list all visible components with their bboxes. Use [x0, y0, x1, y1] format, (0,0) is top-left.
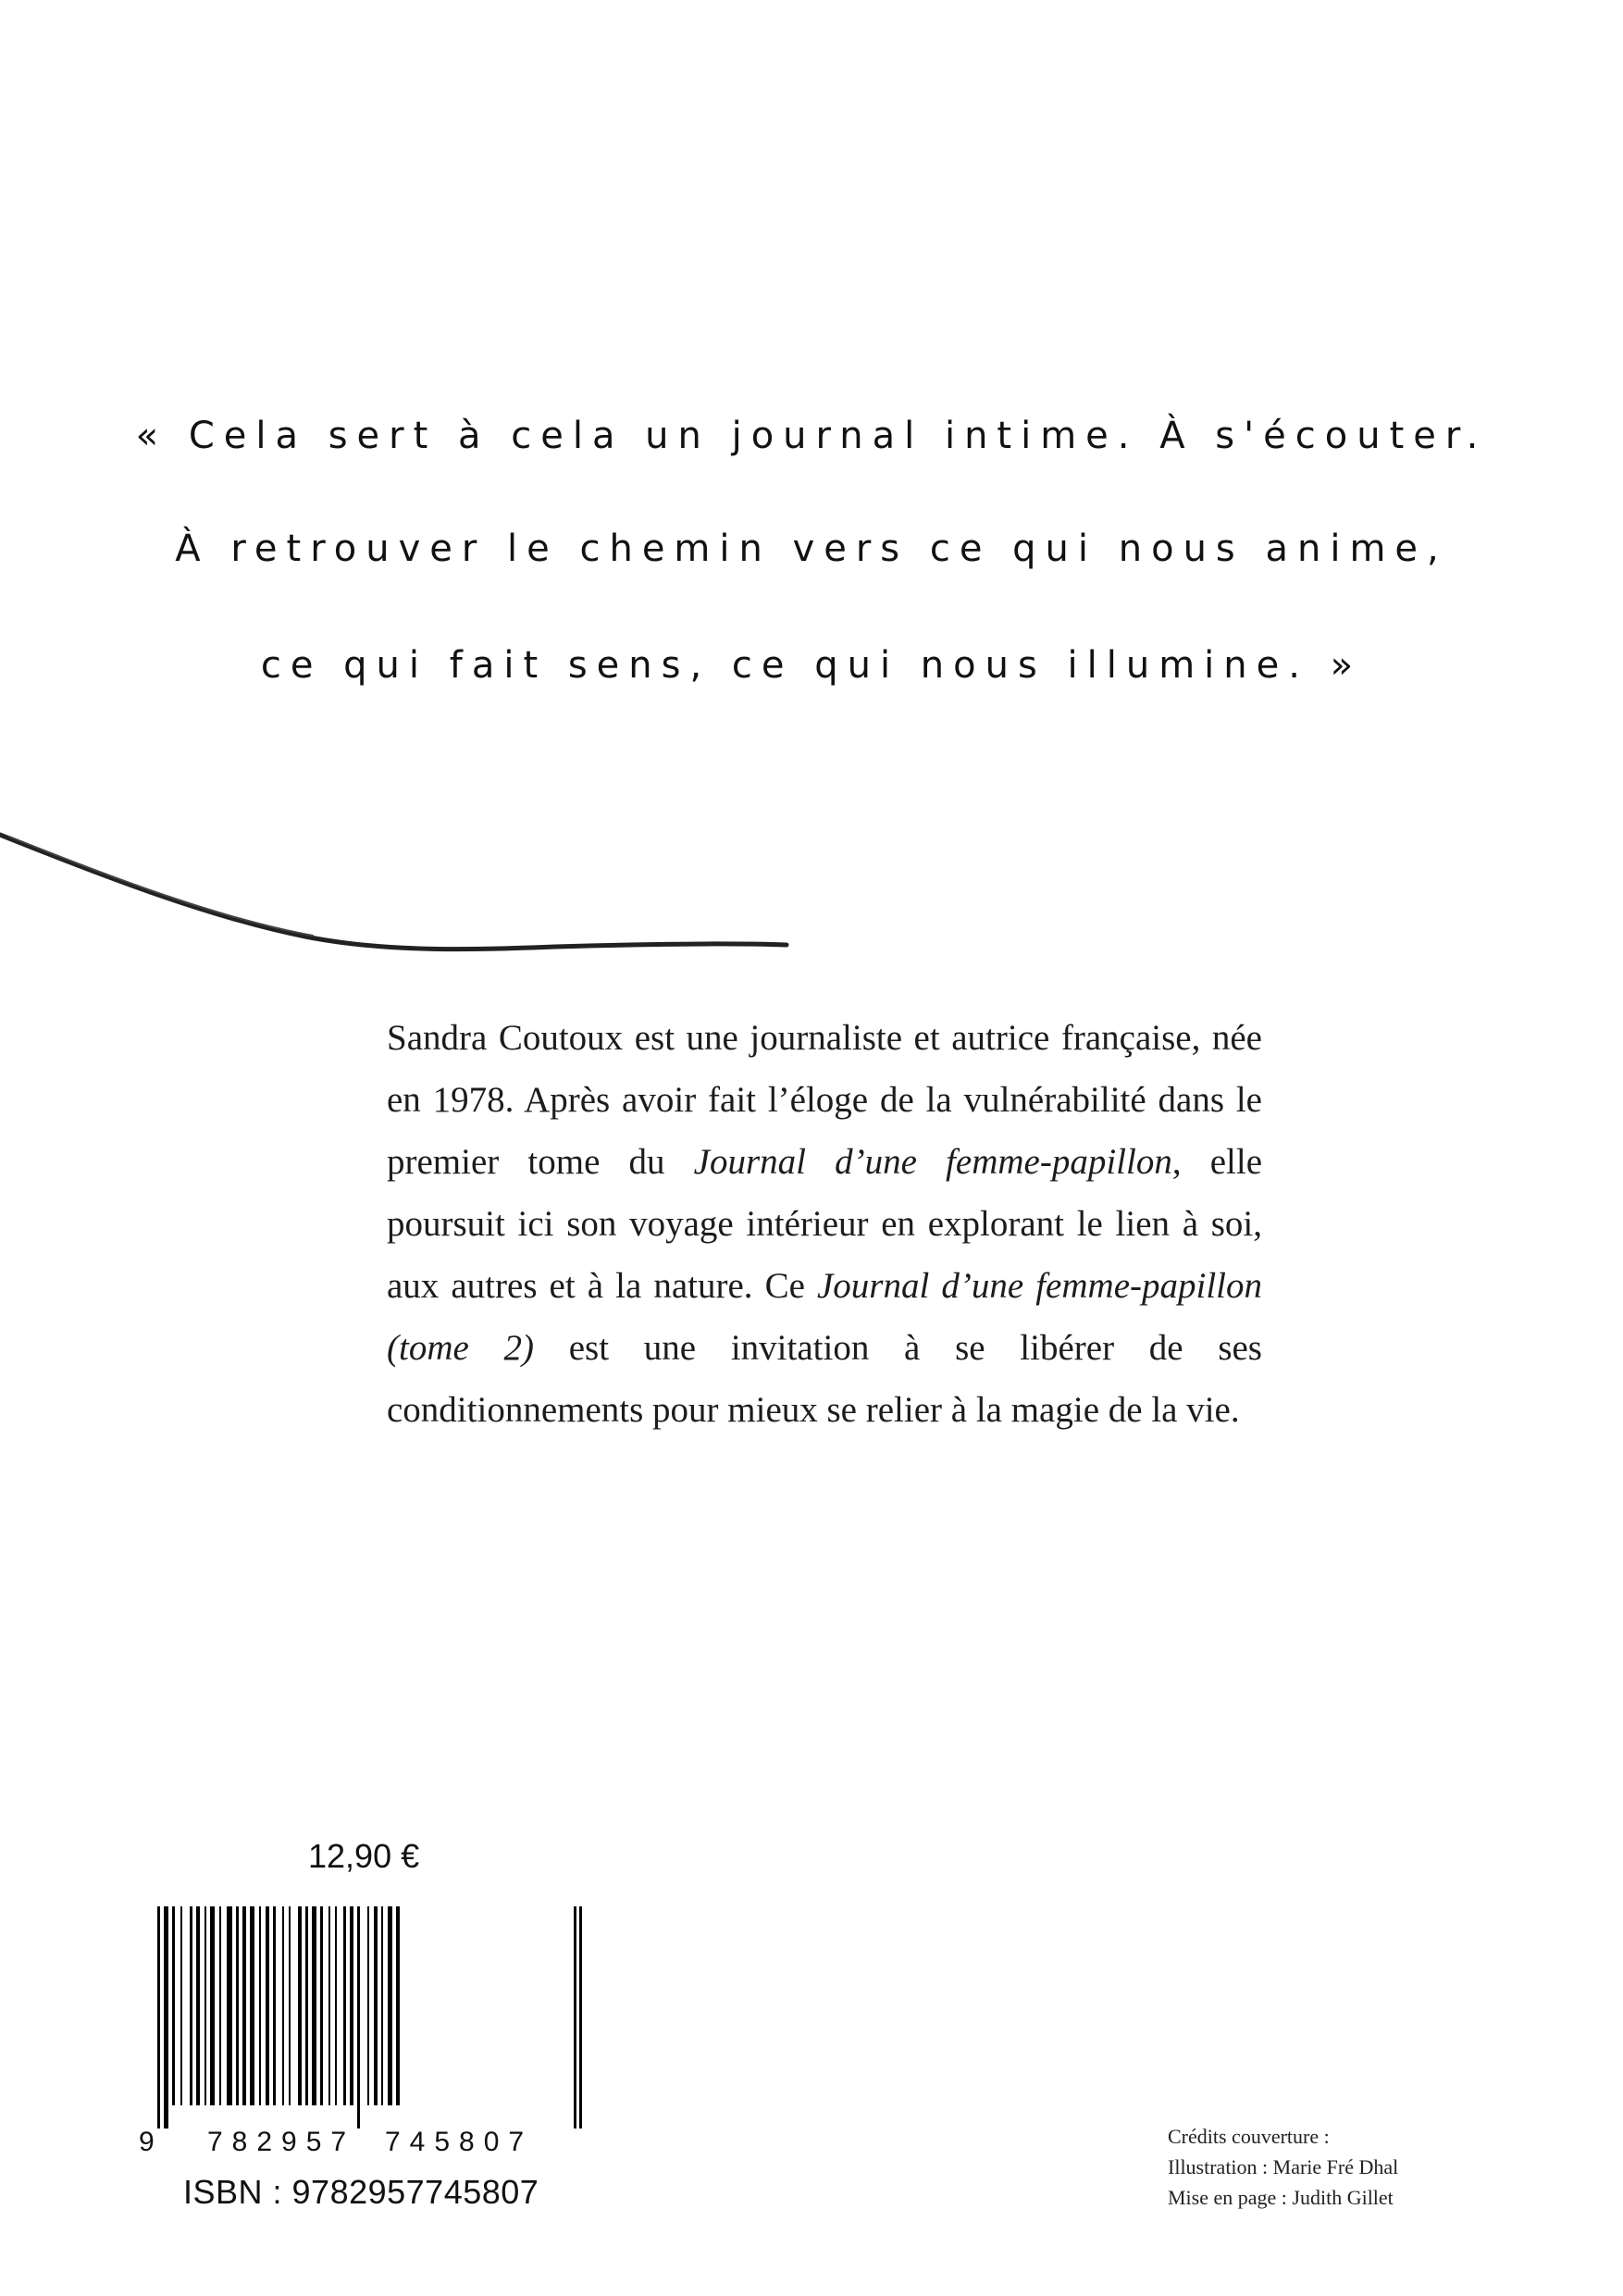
- bio-text-3: est une invitation à se libérer de ses conditionnements pour mieux se relier à la magie de la vie.: [387, 1328, 1262, 1430]
- barcode-bar: [273, 1906, 276, 2105]
- barcode-bar: [320, 1906, 323, 2105]
- barcode-bar: [357, 1906, 360, 2128]
- barcode-bar: [242, 1906, 246, 2105]
- bio-text-1: Sandra Coutoux est une journaliste et autrice française, née en 1978. Après avoir fait l’éloge de la vulnérabilité dans le premier tome du: [387, 1018, 1262, 1182]
- barcode-bar: [180, 1906, 182, 2105]
- bio-book-title-2: Journal d’une femme-papillon (tome 2): [387, 1266, 1263, 1368]
- isbn: ISBN : 9782957745807: [183, 2173, 539, 2211]
- barcode-bar: [350, 1906, 353, 2105]
- barcode-bar: [298, 1906, 302, 2105]
- credits-layout: Mise en page : Judith Gillet: [1168, 2186, 1394, 2209]
- barcode-bar: [157, 1906, 160, 2128]
- barcode-bar: [381, 1906, 383, 2105]
- quote-line-2: À retrouver le chemin vers ce qui nous anime,: [175, 527, 1448, 570]
- barcode-bar: [219, 1906, 221, 2105]
- barcode-bar: [388, 1906, 392, 2105]
- quote-line-1: « Cela sert à cela un journal intime. À s'écouter.: [135, 415, 1488, 457]
- barcode-digit-lead: 9: [139, 2127, 155, 2156]
- barcode-bar: [396, 1906, 400, 2105]
- author-biography: [387, 1007, 1262, 1441]
- barcode-bar: [328, 1906, 330, 2105]
- barcode-bar: [335, 1906, 337, 2105]
- barcode-bar: [172, 1906, 175, 2105]
- barcode-bar: [204, 1906, 206, 2105]
- barcode-bar: [579, 1906, 582, 2128]
- barcode-bar: [210, 1906, 215, 2105]
- barcode-bar: [305, 1906, 308, 2105]
- barcode: [139, 1906, 601, 2156]
- barcode-bar: [343, 1906, 346, 2105]
- barcode-bar: [236, 1906, 239, 2105]
- barcode-bar: [367, 1906, 369, 2105]
- brush-stroke-divider: [0, 814, 833, 962]
- cover-credits: [1168, 2121, 1398, 2213]
- barcode-bar: [250, 1906, 254, 2105]
- credits-heading: Crédits couverture :: [1168, 2125, 1330, 2148]
- barcode-bar: [574, 1906, 576, 2128]
- barcode-digits-right: 745807: [385, 2127, 534, 2156]
- barcode-bar: [282, 1906, 284, 2105]
- barcode-bar: [289, 1906, 291, 2105]
- barcode-bar: [266, 1906, 269, 2105]
- barcode-bar: [164, 1906, 168, 2128]
- barcode-bar: [374, 1906, 378, 2105]
- bio-text-2: , elle poursuit ici son voyage intérieur en explorant le lien à soi, aux autres et à la nature. Ce: [387, 1142, 1263, 1306]
- barcode-bar: [196, 1906, 200, 2105]
- credits-illustration: Illustration : Marie Fré Dhal: [1168, 2155, 1399, 2178]
- price: 12,90 €: [308, 1837, 420, 1875]
- barcode-bar: [312, 1906, 316, 2105]
- barcode-bar: [227, 1906, 232, 2105]
- bio-book-title-1: Journal d’une femme-papillon: [693, 1142, 1172, 1182]
- barcode-digits-left: 782957: [207, 2127, 356, 2156]
- barcode-bar: [259, 1906, 261, 2105]
- quote-line-3: ce qui fait sens, ce qui nous illumine. »: [260, 644, 1363, 687]
- barcode-bar: [190, 1906, 192, 2105]
